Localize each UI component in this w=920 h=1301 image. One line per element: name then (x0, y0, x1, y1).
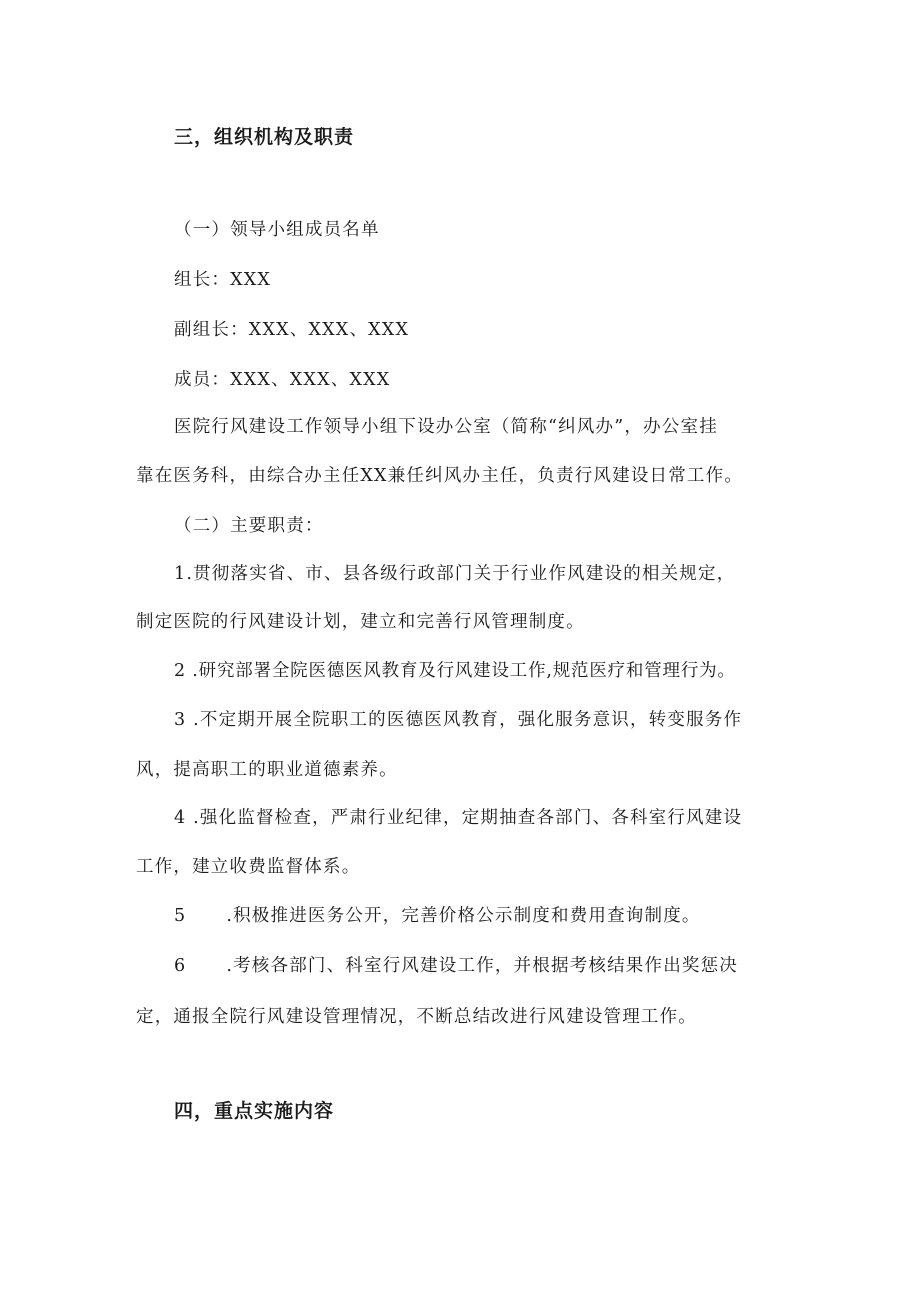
office-paragraph-line-1: 医院行风建设工作领导小组下设办公室（简称“纠风办”，办公室挂 (174, 417, 718, 437)
members-line: 成员：XXX、XXX、XXX (174, 370, 391, 390)
duty-item-1-line-2: 制定医院的行风建设计划，建立和完善行风管理制度。 (136, 612, 585, 632)
duty-number: 3 . (174, 710, 200, 730)
duty-number: 5 (174, 906, 187, 926)
office-paragraph-line-2: 靠在医务科，由综合办主任XX兼任纠风办主任，负责行风建设日常工作。 (136, 466, 744, 486)
duty-item-3-line-2: 风，提高职工的职业道德素养。 (136, 760, 398, 780)
duty-item-5-line-1 (174, 902, 701, 927)
duty-item-1-line-1 (174, 560, 735, 585)
duty-text: 积极推进医务公开，完善价格公示制度和费用查询制度。 (233, 906, 701, 926)
duty-text: 考核各部门、科室行风建设工作，并根据考核结果作出奖惩决 (233, 956, 739, 976)
duty-number-dot: . (226, 906, 234, 926)
duty-text: 强化监督检查，严肃行业纪律，定期抽查各部门、各科室行风建设 (199, 808, 743, 828)
duty-text: 贯彻落实省、市、县各级行政部门关于行业作风建设的相关规定， (193, 564, 736, 584)
duty-item-4-line-1 (174, 804, 742, 829)
leader-line: 组长：XXX (174, 270, 272, 290)
section-3-heading: 三，组织机构及职责 (174, 126, 355, 148)
section-4-heading: 四，重点实施内容 (174, 1100, 335, 1122)
duty-item-4-line-2: 工作，建立收费监督体系。 (136, 857, 361, 877)
duty-number: 6 (174, 956, 187, 976)
duty-item-3-line-1 (174, 706, 742, 731)
leadership-subtitle: （一）领导小组成员名单 (174, 220, 380, 240)
duty-number-dot: . (226, 956, 234, 976)
duty-item-2-line-1 (174, 657, 736, 682)
duty-number: 1. (174, 564, 194, 584)
duty-item-6-line-2: 定，通报全院行风建设管理情况，不断总结改进行风建设管理工作。 (136, 1007, 697, 1027)
deputy-leader-line: 副组长：XXX、XXX、XXX (174, 320, 410, 340)
duty-number: 4 . (174, 808, 200, 828)
duty-text: 不定期开展全院职工的医德医风教育，强化服务意识，转变服务作 (199, 710, 743, 730)
duties-subtitle: （二）主要职责： (174, 516, 324, 536)
duty-text: 研究部署全院医德医风教育及行风建设工作,规范医疗和管理行为。 (198, 661, 736, 681)
duty-item-6-line-1 (174, 952, 738, 977)
duty-number: 2 . (174, 661, 199, 681)
